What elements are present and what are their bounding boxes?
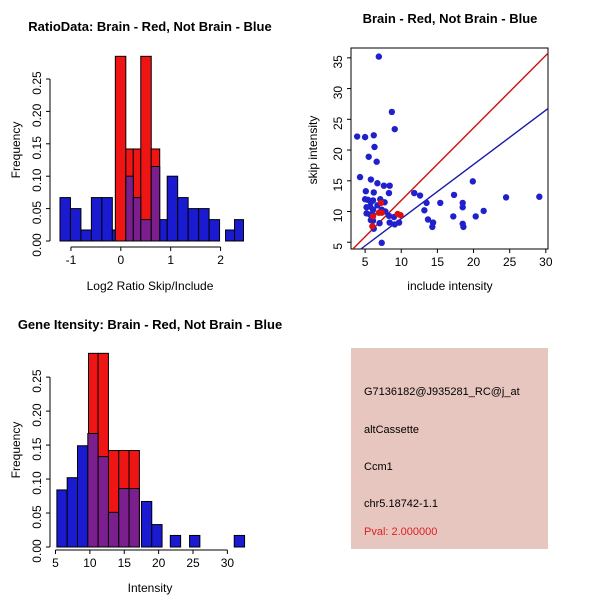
svg-text:0: 0 xyxy=(117,253,125,267)
svg-text:0.20: 0.20 xyxy=(30,103,44,128)
probe-id-text: G7136182@J935281_RC@j_at xyxy=(364,386,520,398)
svg-text:20: 20 xyxy=(466,255,481,269)
svg-text:30: 30 xyxy=(331,85,345,100)
svg-text:0.00: 0.00 xyxy=(30,539,44,563)
svg-text:0.25: 0.25 xyxy=(30,71,44,95)
gene-name-text: Ccm1 xyxy=(364,461,393,473)
svg-text:5: 5 xyxy=(331,242,345,250)
svg-text:15: 15 xyxy=(331,178,345,192)
event-type-text: altCassette xyxy=(364,424,420,436)
ratio-histogram-canvas xyxy=(0,0,300,300)
svg-text:30: 30 xyxy=(539,255,553,269)
pval-text: Pval: 2.000000 xyxy=(364,526,438,538)
svg-text:20: 20 xyxy=(151,556,166,570)
svg-text:10: 10 xyxy=(83,556,97,570)
svg-text:20: 20 xyxy=(331,147,345,161)
svg-text:0.15: 0.15 xyxy=(30,136,44,160)
svg-text:25: 25 xyxy=(503,255,517,269)
panel-gene-intensity-histogram xyxy=(0,300,300,600)
svg-text:0.00: 0.00 xyxy=(30,233,44,257)
svg-text:10: 10 xyxy=(331,208,345,223)
svg-text:15: 15 xyxy=(430,255,445,269)
intensity-scatter-title: Brain - Red, Not Brain - Blue xyxy=(362,11,538,26)
svg-text:-1: -1 xyxy=(65,253,77,267)
svg-text:0.10: 0.10 xyxy=(30,168,44,192)
svg-text:5: 5 xyxy=(52,556,59,570)
panel-ratio-histogram xyxy=(0,0,300,300)
svg-text:25: 25 xyxy=(186,556,200,570)
gene-intensity-histogram-canvas xyxy=(0,300,300,600)
svg-text:0.05: 0.05 xyxy=(30,200,44,225)
gene-info-card xyxy=(351,348,548,549)
svg-text:0.05: 0.05 xyxy=(30,505,44,529)
svg-text:25: 25 xyxy=(331,116,345,130)
intensity-scatter-xlabel: include intensity xyxy=(407,279,493,293)
gene-intensity-histogram-title: Gene Itensity: Brain - Red, Not Brain - Blue xyxy=(17,317,283,332)
gene-intensity-histogram-xlabel: Intensity xyxy=(127,581,173,595)
intensity-scatter-ylabel: skip intensity xyxy=(306,115,320,185)
svg-text:0.20: 0.20 xyxy=(30,403,44,427)
svg-text:0.15: 0.15 xyxy=(30,437,44,461)
locus-text: chr5.18742-1.1 xyxy=(364,498,438,510)
svg-text:30: 30 xyxy=(220,556,235,570)
svg-text:10: 10 xyxy=(394,255,408,269)
svg-text:5: 5 xyxy=(361,255,369,269)
ratio-histogram-ylabel: Frequency xyxy=(9,121,23,179)
ratio-histogram-xlabel: Log2 Ratio Skip/Include xyxy=(86,279,214,293)
svg-text:15: 15 xyxy=(117,556,131,570)
ratio-histogram-title: RatioData: Brain - Red, Not Brain - Blue xyxy=(28,19,272,34)
svg-text:35: 35 xyxy=(331,55,345,69)
svg-text:0.25: 0.25 xyxy=(30,369,44,393)
svg-text:2: 2 xyxy=(217,253,224,267)
svg-text:1: 1 xyxy=(167,253,175,267)
panel-intensity-scatter xyxy=(300,0,600,300)
gene-intensity-histogram-ylabel: Frequency xyxy=(9,421,23,479)
panel-gene-info xyxy=(300,300,600,600)
svg-text:0.10: 0.10 xyxy=(30,471,44,495)
intensity-scatter-canvas xyxy=(300,0,600,300)
